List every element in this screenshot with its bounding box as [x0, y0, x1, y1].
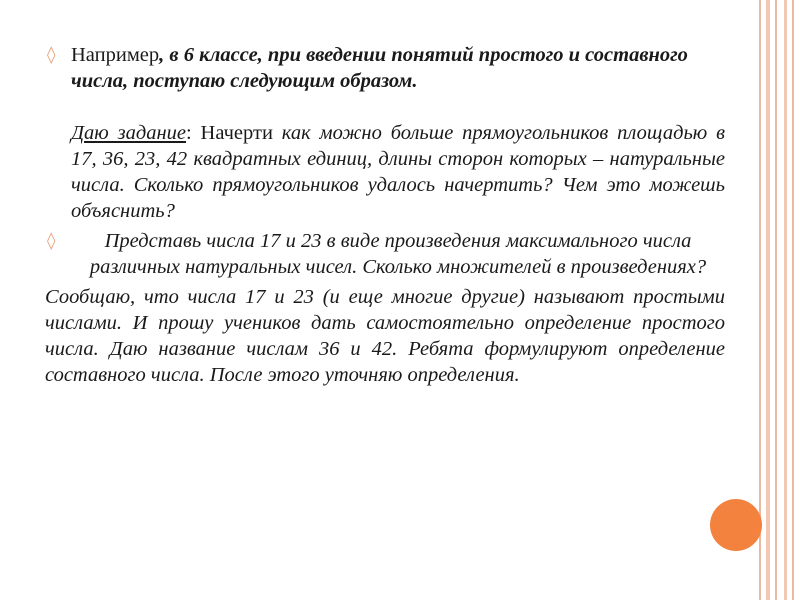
intro-rest: в 6 классе, при введении понятий простого и составного числа, поступаю следующим образом. — [71, 44, 688, 92]
border-line — [766, 0, 770, 600]
definitions-text: Сообщаю, что числа 17 и 23 (и еще многие другие) называют простыми числами. И прошу учеников дать самостоятельно определение простого числа. Даю название числам 36 и 42. Ребята формулируют определение составного числа. После этого уточняю определения. — [45, 286, 725, 386]
diamond-bullet-icon: ◊ — [47, 231, 56, 251]
orange-circle-icon — [710, 499, 762, 551]
border-line — [759, 0, 761, 600]
paragraph-definitions — [45, 284, 725, 388]
task-lead-word: Начерти — [200, 122, 273, 144]
diamond-bullet-icon: ◊ — [47, 45, 56, 65]
border-line — [792, 0, 794, 600]
paragraph-intro: ◊ Например, в 6 классе, при введении понятий простого и составного числа, поступаю следующим образом. — [47, 44, 688, 92]
task-text: как можно больше прямоугольников площадью в 17, 36, 23, 42 квадратных единиц, длины сторон которых – натуральные числа. Сколько прямоугольников удалось начертить? Чем это можешь объяснить? — [71, 122, 725, 222]
factor-task-text: Представь числа 17 и 23 в виде произведения максимального числа различных натуральных чисел. Сколько множителей в произведениях? — [89, 230, 707, 278]
intro-lead: Например — [71, 44, 160, 66]
slide-body — [45, 42, 725, 388]
border-line — [775, 0, 777, 600]
task-label: Даю задание — [71, 122, 186, 144]
paragraph-factor-task — [45, 228, 725, 280]
paragraph-task: Даю задание: Начерти как можно больше прямоугольников площадью в 17, 36, 23, 42 квадратных единиц, длины сторон которых – натуральные числа. Сколько прямоугольников удалось начертить? Чем это можешь объяснить? — [71, 122, 725, 222]
border-line — [784, 0, 787, 600]
